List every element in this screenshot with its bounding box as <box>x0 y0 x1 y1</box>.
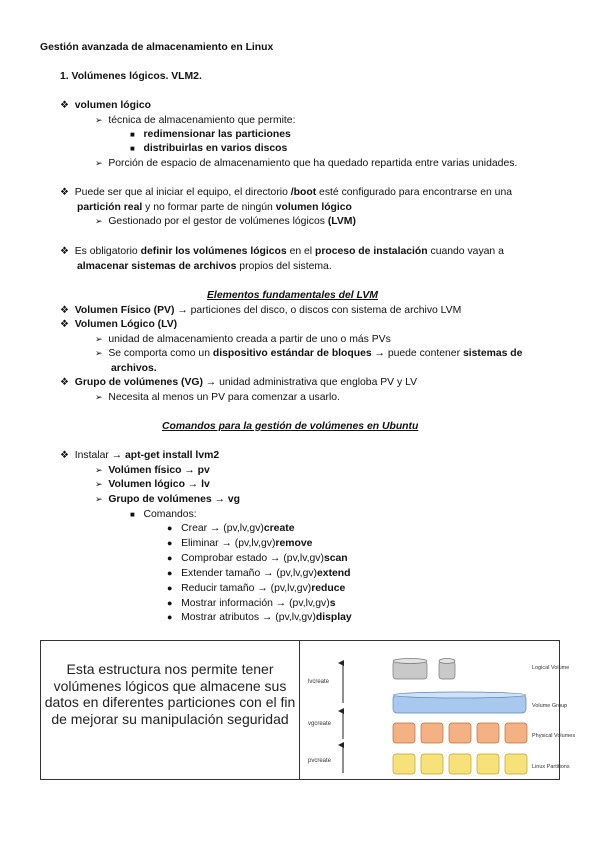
arrow-bullet-icon: ➢ <box>95 392 103 402</box>
command-item: ● Reducir tamaño → (pv,lv,gv)reduce <box>167 583 346 594</box>
diamond-bullet-icon: ❖ <box>60 377 69 388</box>
pvcreate-label: pvcreate <box>308 758 332 764</box>
logical-volumes <box>393 659 455 680</box>
partition-cylinder <box>477 754 499 774</box>
square-bullet-icon: ■ <box>130 130 135 139</box>
volume-group <box>393 692 526 713</box>
dot-bullet-icon: ● <box>167 523 173 533</box>
partition-cylinder <box>449 754 471 774</box>
volume-group-top <box>393 692 526 698</box>
sub-bullet: ➢ unidad de almacenamiento creada a partir de uno o más PVs <box>95 334 391 345</box>
summary-text: Esta estructura nos permite tener volúmenes lógicos que almacene sus datos en diferentes particiones con el fin de mejorar su manipulación seguridad <box>44 661 296 727</box>
square-item: ■ redimensionar las particiones <box>130 129 291 140</box>
arrow-bullet-icon: ➢ <box>95 216 103 226</box>
dot-bullet-icon: ● <box>167 553 173 563</box>
command-item: ● Comprobar estado → (pv,lv,gv)scan <box>167 553 348 564</box>
sub-bullet: ➢ Porción de espacio de almacenamiento que ha quedado repartida entre varias unidades. <box>95 158 518 169</box>
square-item: ■ distribuirlas en varios discos <box>130 143 288 154</box>
diamond-bullet-icon: ❖ <box>60 319 69 330</box>
sub-bullet: ➢ Gestionado por el gestor de volúmenes lógicos (LVM) <box>95 216 356 227</box>
bullet-instalar: ❖ Instalar → apt-get install lvm2 <box>60 450 220 461</box>
label-logical-volume: Logical Volume <box>532 665 570 671</box>
bullet-pv: ❖ Volumen Físico (PV) → particiones del disco, o discos con sistema de archivo LVM <box>60 305 462 316</box>
vgcreate-label: vgcreate <box>308 721 332 727</box>
section-heading-volumenes-logicos: 1. Volúmenes lógicos. VLM2. <box>60 71 202 82</box>
lvcreate-label: lvcreate <box>308 679 330 685</box>
arrow-bullet-icon: ➢ <box>95 348 103 358</box>
bullet-vg: ❖ Grupo de volúmenes (VG) → unidad administrativa que engloba PV y LV <box>60 377 418 388</box>
bullet-obligatorio: ❖ Es obligatorio definir los volúmenes lógicos en el proceso de instalación cuando vayan a <box>60 246 504 257</box>
square-bullet-icon: ■ <box>130 510 135 519</box>
bullet-boot-continued: partición real y no formar parte de ningún volumen lógico <box>77 202 352 213</box>
sub-bullet-continued: archivos. <box>111 363 157 374</box>
label-linux-partitions: Linux Partitions <box>532 764 570 770</box>
arrow-bullet-icon: ➢ <box>95 115 103 125</box>
physical-volume-cylinder <box>393 723 415 743</box>
physical-volume-cylinder <box>477 723 499 743</box>
partition-cylinder <box>505 754 527 774</box>
arrow-bullet-icon: ➢ <box>95 479 103 489</box>
arrow-bullet-icon: ➢ <box>95 334 103 344</box>
heading-elementos-fundamentales: Elementos fundamentales del LVM <box>207 290 378 301</box>
command-item: ● Extender tamaño → (pv,lv,gv)extend <box>167 568 351 579</box>
diamond-bullet-icon: ❖ <box>60 450 69 461</box>
physical-volume-cylinder <box>449 723 471 743</box>
sub-bullet: ➢ Se comporta como un dispositivo estándar de bloques → puede contener sistemas de <box>95 348 523 359</box>
dot-bullet-icon: ● <box>167 568 173 578</box>
command-item: ● Mostrar información → (pv,lv,gv)s <box>167 598 336 609</box>
bullet-volumen-logico: ❖ volumen lógico <box>60 100 151 111</box>
heading-comandos: Comandos para la gestión de volúmenes en Ubuntu <box>162 421 419 432</box>
summary-table <box>40 640 576 780</box>
label-physical-volumes: Physical Volumes <box>532 733 576 739</box>
square-bullet-icon: ■ <box>130 144 135 153</box>
sub-bullet: ➢ Volumen lógico → lv <box>95 479 210 490</box>
physical-volume-cylinder <box>505 723 527 743</box>
diamond-bullet-icon: ❖ <box>60 100 69 111</box>
label-volume-group: Volume Group <box>532 703 568 709</box>
linux-partitions <box>393 754 527 774</box>
sub-bullet: ➢ Grupo de volúmenes → vg <box>95 494 240 505</box>
dot-bullet-icon: ● <box>167 612 173 622</box>
physical-volume-cylinder <box>421 723 443 743</box>
bullet-boot: ❖ Puede ser que al iniciar el equipo, el directorio /boot esté configurado para encontrarse en una <box>60 187 512 198</box>
diamond-bullet-icon: ❖ <box>60 305 69 316</box>
partition-cylinder <box>393 754 415 774</box>
dot-bullet-icon: ● <box>167 583 173 593</box>
physical-volumes <box>393 723 527 743</box>
command-item: ● Eliminar → (pv,lv,gv)remove <box>167 538 313 549</box>
page-title: Gestión avanzada de almacenamiento en Linux <box>40 42 274 53</box>
dot-bullet-icon: ● <box>167 598 173 608</box>
logical-volume-top <box>393 659 427 664</box>
sub-bullet: ➢ Volúmen físico → pv <box>95 465 210 476</box>
lvm-diagram <box>300 641 576 779</box>
dot-bullet-icon: ● <box>167 538 173 548</box>
arrow-bullet-icon: ➢ <box>95 158 103 168</box>
sub-bullet: ➢ Necesita al menos un PV para comenzar a usarlo. <box>95 392 340 403</box>
arrow-bullet-icon: ➢ <box>95 465 103 475</box>
square-item: ■ Comandos: <box>130 509 197 520</box>
command-item: ● Crear → (pv,lv,gv)create <box>167 523 295 534</box>
diamond-bullet-icon: ❖ <box>60 187 69 198</box>
sub-bullet: ➢ técnica de almacenamiento que permite: <box>95 115 296 126</box>
bullet-obligatorio-continued: almacenar sistemas de archivos propios del sistema. <box>77 261 332 272</box>
partition-cylinder <box>421 754 443 774</box>
arrow-bullet-icon: ➢ <box>95 494 103 504</box>
command-item: ● Mostrar atributos → (pv,lv,gv)display <box>167 612 352 623</box>
bullet-lv: ❖ Volumen Lógico (LV) <box>60 319 178 330</box>
diamond-bullet-icon: ❖ <box>60 246 69 257</box>
logical-volume-top <box>439 659 455 664</box>
